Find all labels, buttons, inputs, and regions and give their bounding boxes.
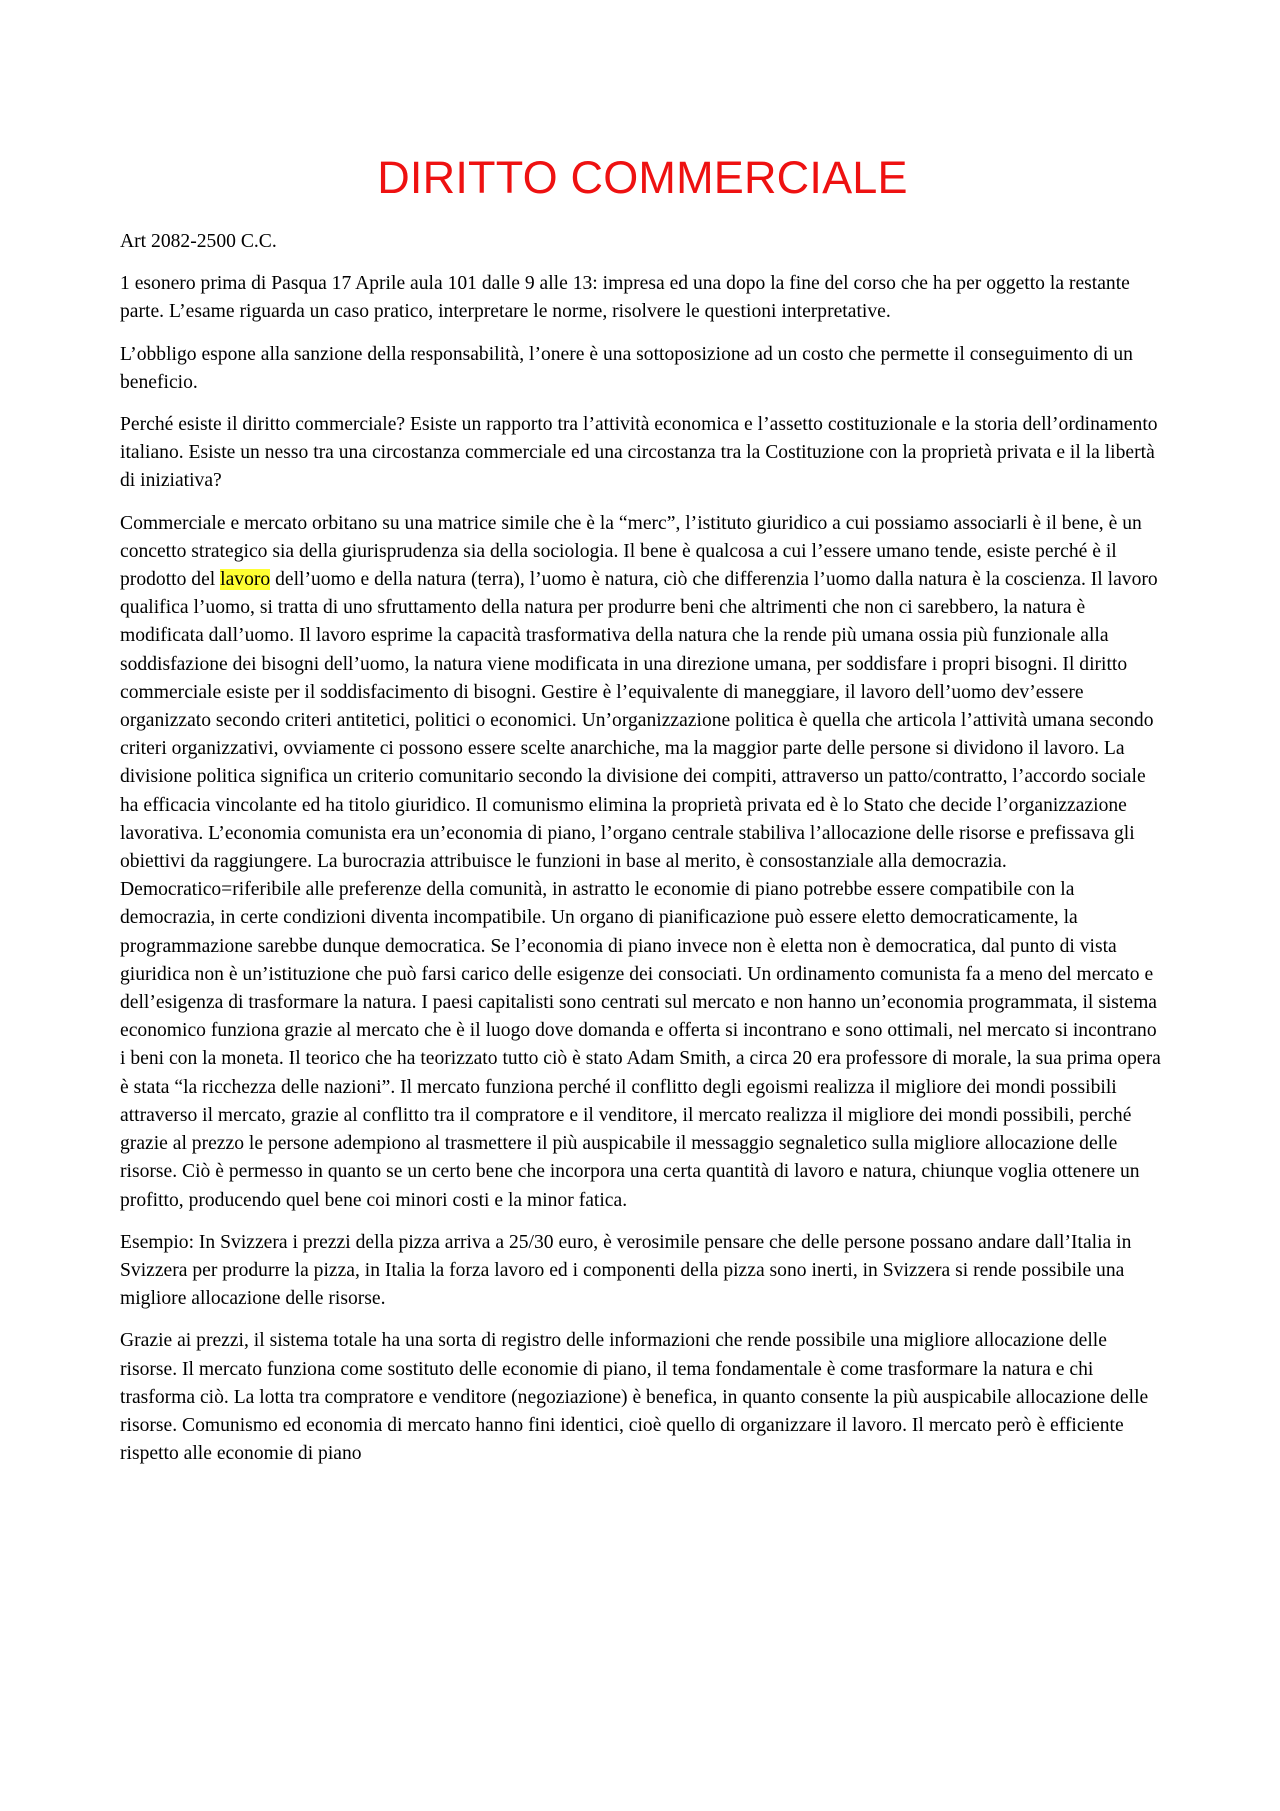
text-after-highlight: dell’uomo e della natura (terra), l’uomo è natura, ciò che differenzia l’uomo dalla natura è la coscienza. Il lavoro qualifica l’uomo, si tratta di uno sfruttamento della natura per produrre beni che altrimenti che non ci sarebbero, la natura è modificata dall’uomo. Il lavoro esprime la capacità trasformativa della natura che la rende più umana ossia più funzionale alla soddisfazione dei bisogni dell’uomo, la natura viene modificata in una direzione umana, per soddisfare i propri bisogni. Il diritto commerciale esiste per il soddisfacimento di bisogni. Gestire è l’equivalente di maneggiare, il lavoro dell’uomo dev’essere organizzato secondo criteri antitetici, politici o economici. Un’organizzazione politica è quella che articola l’attività umana secondo criteri organizzativi, ovviamente ci possono essere scelte anarchiche, ma la maggior parte delle persone si dividono il lavoro. La divisione politica significa un criterio comunitario secondo la divisione dei compiti, attraverso un patto/contratto, l’accordo sociale ha efficacia vincolante ed ha titolo giuridico. Il comunismo elimina la proprietà privata ed è lo Stato che decide l’organizzazione lavorativa. L’economia comunista era un’economia di piano, l’organo centrale stabiliva l’allocazione delle risorse e prefissava gli obiettivi da raggiungere. La burocrazia attribuisce le funzioni in base al merito, è consostanziale alla democrazia. Democratico=riferibile alle preferenze della comunità, in astratto le economie di piano potrebbe essere compatibile con la democrazia, in certe condizioni diventa incompatibile. Un organo di pianificazione può essere eletto democraticamente, la programmazione sarebbe dunque democratica. Se l’economia di piano invece non è eletta non è democratica, dal punto di vista giuridica non è un’istituzione che può farsi carico delle esigenze dei consociati. Un ordinamento comunista fa a meno del mercato e dell’esigenza di trasformare la natura. I paesi capitalisti sono centrati sul mercato e non hanno un’economia programmata, il sistema economico funziona grazie al mercato che è il luogo dove domanda e offerta si incontrano e sono ottimali, nel mercato si incontrano i beni con la moneta. Il teorico che ha teorizzato tutto ciò è stato Adam Smith, a circa 20 era professore di morale, la sua prima opera è stata “la ricchezza delle nazioni”. Il mercato funziona perché il conflitto degli egoismi realizza il migliore dei mondi possibili attraverso il mercato, grazie al conflitto tra il compratore e il venditore, il mercato realizza il migliore dei mondi possibili, perché grazie al prezzo le persone adempiono al trasmettere il più auspicabile il messaggio segnaletico sulla migliore allocazione delle risorse. Ciò è permesso in quanto se un certo bene che incorpora una certa quantità di lavoro e natura, chiunque voglia ottenere un profitto, producendo quel bene coi minori costi e la minor fatica.: [120, 569, 1161, 1211]
document-title: DIRITTO COMMERCIALE: [377, 152, 908, 203]
obligation-paragraph: L’obbligo espone alla sanzione della responsabilità, l’onere è una sottoposizione ad un costo che permette il conseguimento di un beneficio.: [120, 343, 1133, 393]
exam-info-paragraph: 1 esonero prima di Pasqua 17 Aprile aula 101 dalle 9 alle 13: impresa ed una dopo la fine del corso che ha per oggetto la restante parte. L’esame riguarda un caso pratico, interpretare le norme, risolvere le questioni interpretative.: [120, 273, 1130, 323]
document-page: [120, 150, 1165, 1482]
highlighted-word: lavoro: [220, 569, 271, 591]
example-paragraph: Esempio: In Svizzera i prezzi della pizza arriva a 25/30 euro, è verosimile pensare che delle persone possano andare dall’Italia in Svizzera per produrre la pizza, in Italia la forza lavoro ed i componenti della pizza sono inerti, in Svizzera si rende possibile una migliore allocazione delle risorse.: [120, 1231, 1132, 1310]
question-paragraph: Perché esiste il diritto commerciale? Esiste un rapporto tra l’attività economica e l’assetto costituzionale e la storia dell’ordinamento italiano. Esiste un nesso tra una circostanza commerciale ed una circostanza tra la Costituzione con la proprietà privata e il la libertà di iniziativa?: [120, 414, 1158, 492]
text-before-highlight: Commerciale e mercato orbitano su una matrice simile che è la “merc”, l’istituto giuridico a cui possiamo associarli è il bene, è un concetto strategico sia della giurisprudenza sia della sociologia. Il bene è qualcosa a cui l’essere umano tende, esiste perché è il prodotto del: [120, 512, 1142, 591]
commerce-market-paragraph: [120, 510, 1165, 1215]
prices-paragraph: Grazie ai prezzi, il sistema totale ha una sorta di registro delle informazioni che rende possibile una migliore allocazione delle risorse. Il mercato funziona come sostituto delle economie di piano, il tema fondamentale è come trasformare la natura e chi trasforma ciò. La lotta tra compratore e venditore (negoziazione) è benefica, in quanto consente la più auspicabile allocazione delle risorse. Comunismo ed economia di mercato hanno fini identici, cioè quello di organizzare il lavoro. Il mercato però è efficiente rispetto alle economie di piano: [120, 1330, 1149, 1465]
article-reference: Art 2082-2500 C.C.: [120, 231, 277, 252]
